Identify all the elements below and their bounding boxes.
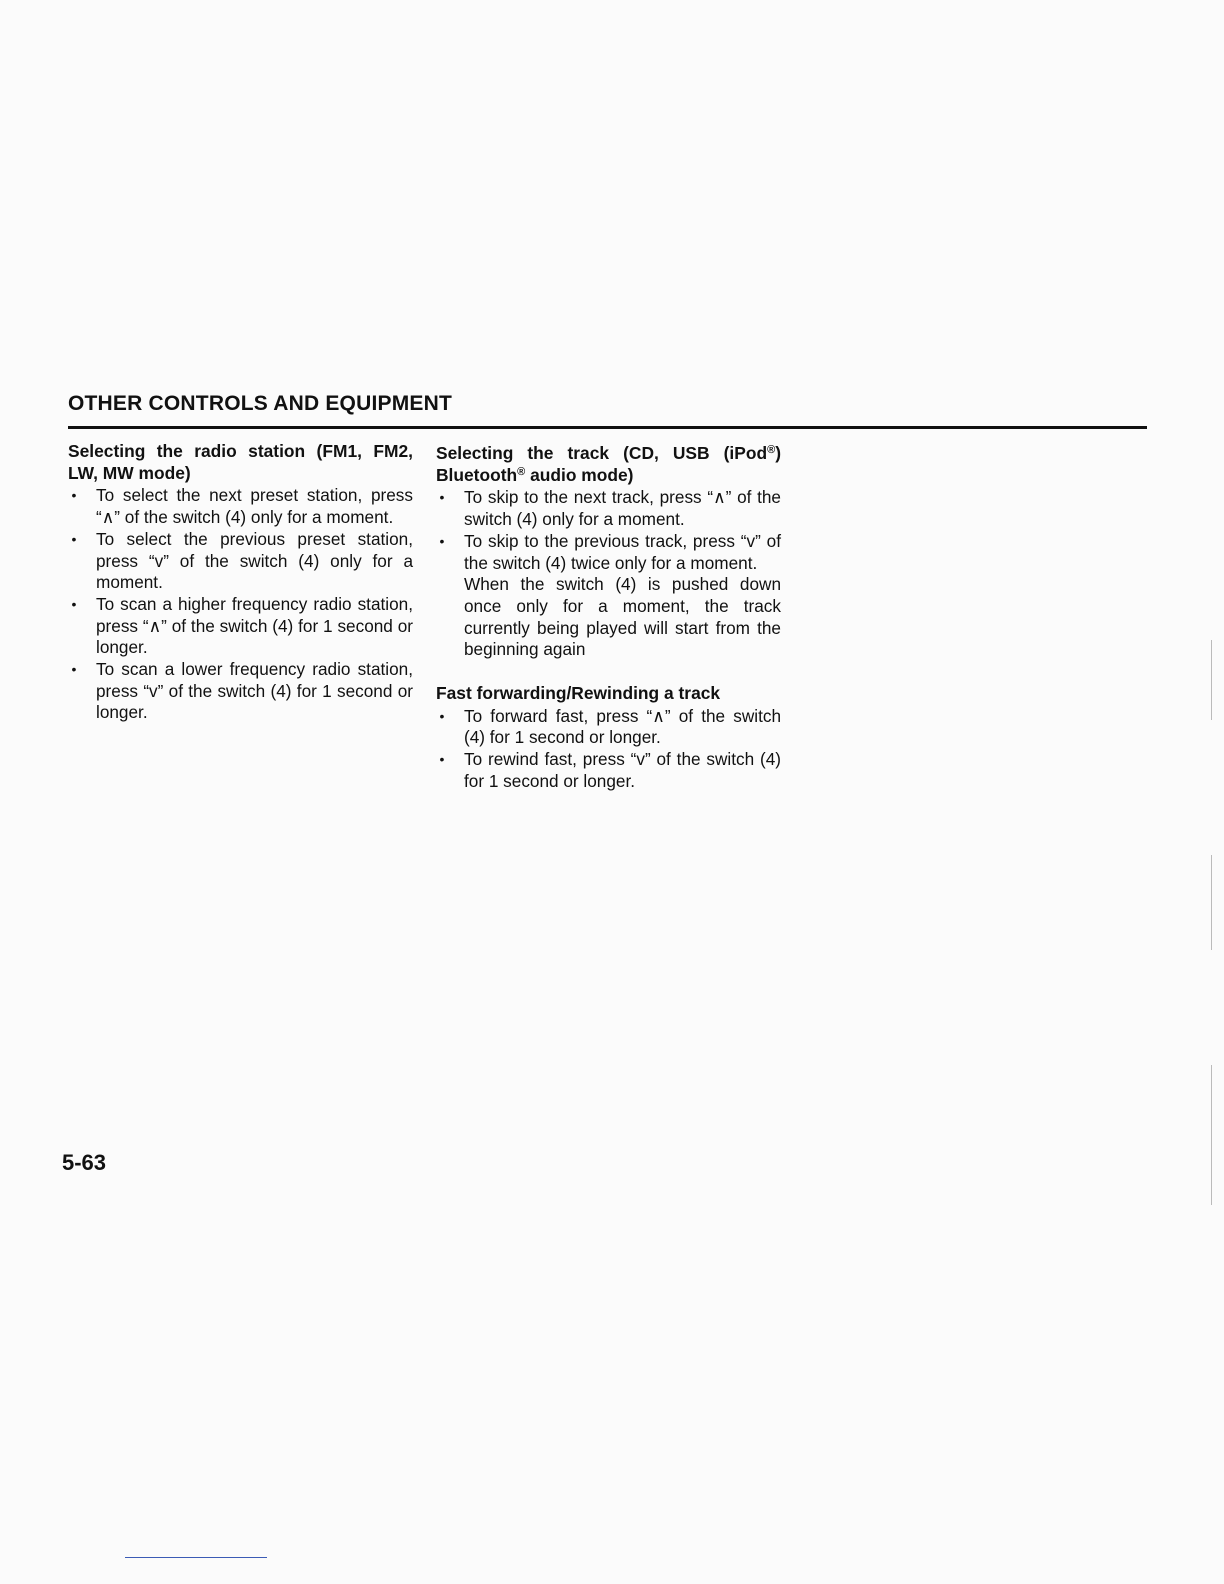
bottom-rule <box>125 1557 267 1558</box>
fast-forward-heading: Fast forwarding/Rewinding a track <box>436 683 721 704</box>
list-item: • To scan a higher frequency radio station, press “∧” of the switch (4) for 1 second or longer. <box>68 594 413 659</box>
scan-edge-mark <box>1211 640 1212 720</box>
bullet-icon: • <box>71 661 77 678</box>
list-item: • To rewind fast, press “v” of the switch (4) for 1 second or longer. <box>436 749 781 792</box>
bullet-icon: • <box>439 707 445 724</box>
list-item: • To forward fast, press “∧” of the switch (4) for 1 second or longer. <box>436 706 781 749</box>
list-item: • To skip to the previous track, press “v” of the switch (4) twice only for a moment. <box>436 531 781 574</box>
list-item: • To select the next preset station, press “∧” of the switch (4) only for a moment. <box>68 485 413 528</box>
bullet-icon: • <box>439 489 445 506</box>
bullet-icon: • <box>71 530 77 547</box>
list-item: • To select the previous preset station, press “v” of the switch (4) only for a moment. <box>68 529 413 594</box>
list-item: • To scan a lower frequency radio station, press “v” of the switch (4) for 1 second or longer. <box>68 659 413 724</box>
right-column <box>436 443 781 793</box>
bullet-icon: • <box>439 532 445 549</box>
track-list <box>436 487 781 574</box>
section-header: OTHER CONTROLS AND EQUIPMENT <box>68 392 452 415</box>
track-note: When the switch (4) is pushed down once only for a moment, the track currently being played will start from the beginning again <box>464 574 781 660</box>
left-column <box>68 441 413 724</box>
radio-station-list <box>68 485 413 724</box>
bullet-icon: • <box>439 751 445 768</box>
scan-edge-mark <box>1211 1065 1212 1205</box>
track-heading: Selecting the track (CD, USB (iPod®) Bluetooth® audio mode) <box>436 443 781 485</box>
header-rule <box>68 426 1147 429</box>
list-item: • To skip to the next track, press “∧” of the switch (4) only for a moment. <box>436 487 781 530</box>
bullet-icon: • <box>71 487 77 504</box>
fast-forward-list <box>436 706 781 793</box>
radio-station-heading: Selecting the radio station (FM1, FM2, LW, MW mode) <box>68 441 413 483</box>
page-number: 5-63 <box>62 1150 107 1175</box>
scan-edge-mark <box>1211 855 1212 950</box>
bullet-icon: • <box>71 595 77 612</box>
